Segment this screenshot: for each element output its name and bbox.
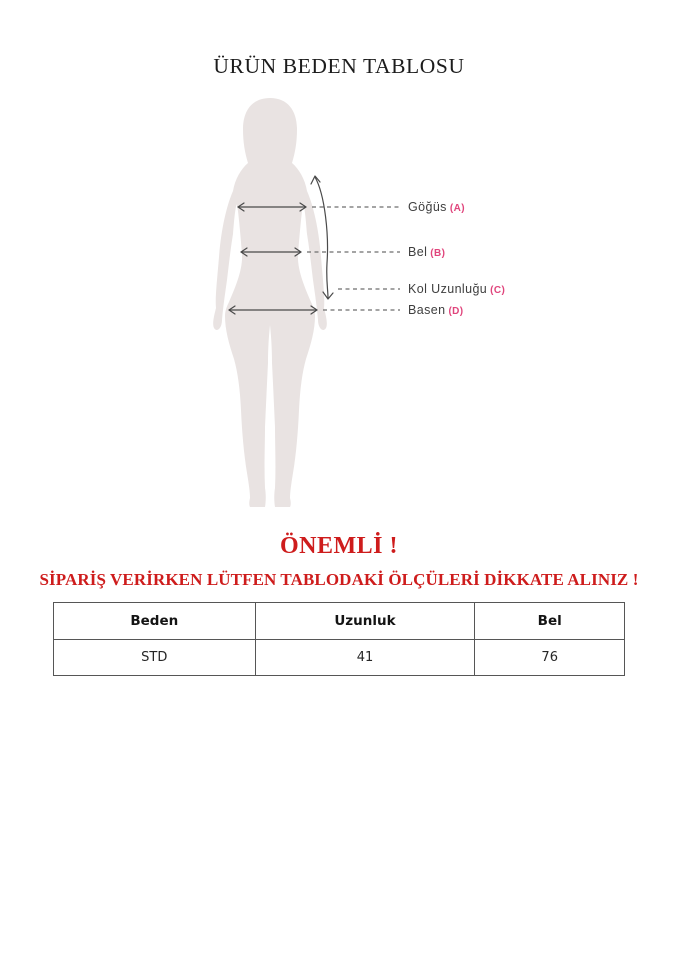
size-value-uzunluk: 41: [255, 640, 475, 676]
waist-label-letter: (B): [430, 248, 446, 259]
body-silhouette: [213, 98, 327, 507]
size-table-header-bel: Bel: [475, 603, 625, 640]
chest-label-text: Göğüs: [408, 200, 447, 214]
arm-length-label-letter: (C): [490, 285, 506, 296]
size-table-header-row: [54, 603, 625, 640]
measurement-label-waist: [408, 245, 445, 260]
size-table-header-uzunluk: Uzunluk: [255, 603, 475, 640]
size-value-beden: STD: [54, 640, 256, 676]
size-table: [53, 602, 625, 676]
measurement-label-arm-length: [408, 282, 505, 297]
measurement-label-hip: [408, 303, 464, 318]
chest-label-letter: (A): [449, 203, 465, 214]
important-heading: ÖNEMLİ !: [280, 533, 398, 559]
measurement-diagram: [150, 85, 540, 520]
size-table-header-beden: Beden: [54, 603, 256, 640]
hip-label-text: Basen: [408, 303, 446, 317]
silhouette-body: [225, 98, 315, 507]
size-value-bel: 76: [475, 640, 625, 676]
size-table-row: [54, 640, 625, 676]
warning-text: SİPARİŞ VERİRKEN LÜTFEN TABLODAKİ ÖLÇÜLERİ DİKKATE ALINIZ !: [39, 570, 639, 589]
page-title: ÜRÜN BEDEN TABLOSU: [213, 54, 465, 78]
measurement-label-chest: [408, 200, 465, 215]
waist-label-text: Bel: [408, 245, 428, 259]
hip-label-letter: (D): [448, 306, 464, 317]
arm-length-label-text: Kol Uzunluğu: [408, 282, 488, 296]
arm-length-arrowhead-top: [311, 176, 320, 184]
